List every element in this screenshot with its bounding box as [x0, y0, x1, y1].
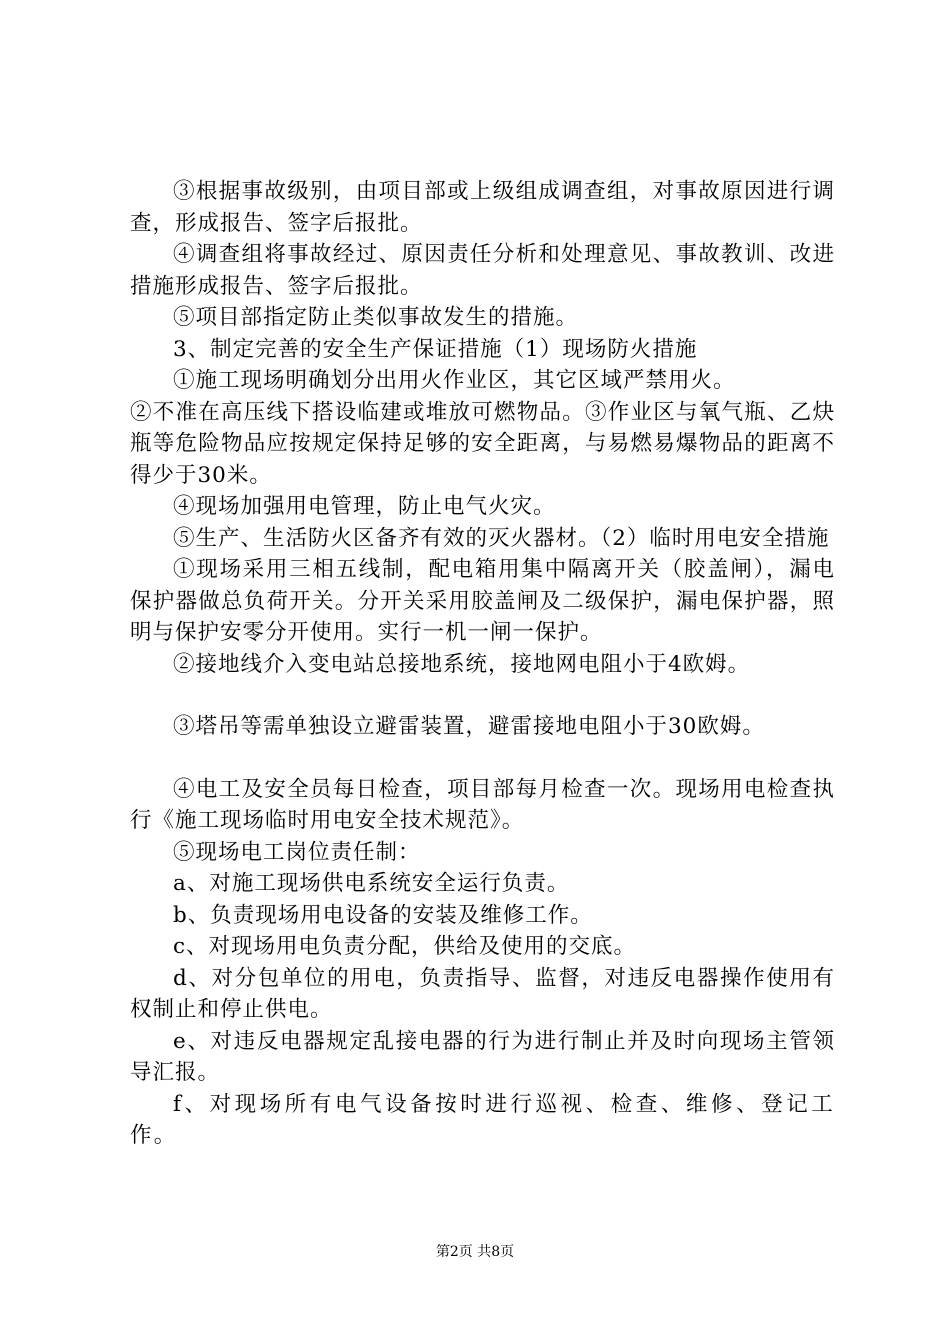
paragraph-lightning-protection: ③塔吊等需单独设立避雷装置，避雷接地电阻小于30欧姆。: [173, 714, 765, 739]
paragraph-investigation-team: ③根据事故级别，由项目部或上级组成调查组，对事故原因进行调查，形成报告、签字后报批。: [130, 179, 835, 236]
document-body: [130, 176, 835, 1152]
paragraph-grounding: ②接地线介入变电站总接地系统，接地网电阻小于4欧姆。: [173, 651, 751, 677]
paragraph-electric-management: ④现场加强用电管理，防止电气火灾。: [173, 494, 556, 519]
paragraph-fire-zone: ①施工现场明确划分出用火作业区，其它区域严禁用火。: [173, 368, 736, 393]
paragraph-three-phase-wiring: ①现场采用三相五线制，配电箱用集中隔离开关（胶盖闸），漏电保护器做总负荷开关。分开关采用胶盖闸及二级保护，漏电保护器，照明与保护安零分开使用。实行一机一闸一保护。: [130, 557, 835, 645]
paragraph-extinguishers: ⑤生产、生活防火区备齐有效的灭火器材。（2）临时用电安全措施: [173, 525, 830, 551]
list-item-duty-b: b、负责现场用电设备的安装及维修工作。: [173, 902, 593, 928]
paragraph-daily-inspection: ④电工及安全员每日检查，项目部每月检查一次。现场用电检查执行《施工现场临时用电安全技术规范》。: [130, 776, 835, 833]
paragraph-flammable-storage: ②不准在高压线下搭设临建或堆放可燃物品。③作业区与氧气瓶、乙炔瓶等危险物品应按规定保持足够的安全距离，与易燃易爆物品的距离不得少于30米。: [130, 399, 835, 488]
paragraph-investigation-report: ④调查组将事故经过、原因责任分析和处理意见、事故教训、改进措施形成报告、签字后报批。: [130, 242, 835, 299]
page-number-footer: 第2页 共8页: [435, 1244, 515, 1260]
list-item-duty-f: f、对现场所有电气设备按时进行巡视、检查、维修、登记工作。: [130, 1091, 835, 1148]
section-heading-safety-measures: 3、制定完善的安全生产保证措施（1）现场防火措施: [173, 336, 698, 362]
list-item-duty-d: d、对分包单位的用电，负责指导、监督，对违反电器操作使用有权制止和停止供电。: [130, 965, 835, 1022]
list-item-duty-e: e、对违反电器规定乱接电器的行为进行制止并及时向现场主管领导汇报。: [130, 1028, 835, 1085]
paragraph-prevention-measures: ⑤项目部指定防止类似事故发生的措施。: [173, 305, 579, 330]
paragraph-electrician-duties-heading: ⑤现场电工岗位责任制：: [173, 839, 421, 865]
list-item-duty-c: c、对现场用电负责分配，供给及使用的交底。: [173, 934, 637, 959]
list-item-duty-a: a、对施工现场供电系统安全运行负责。: [173, 871, 570, 896]
